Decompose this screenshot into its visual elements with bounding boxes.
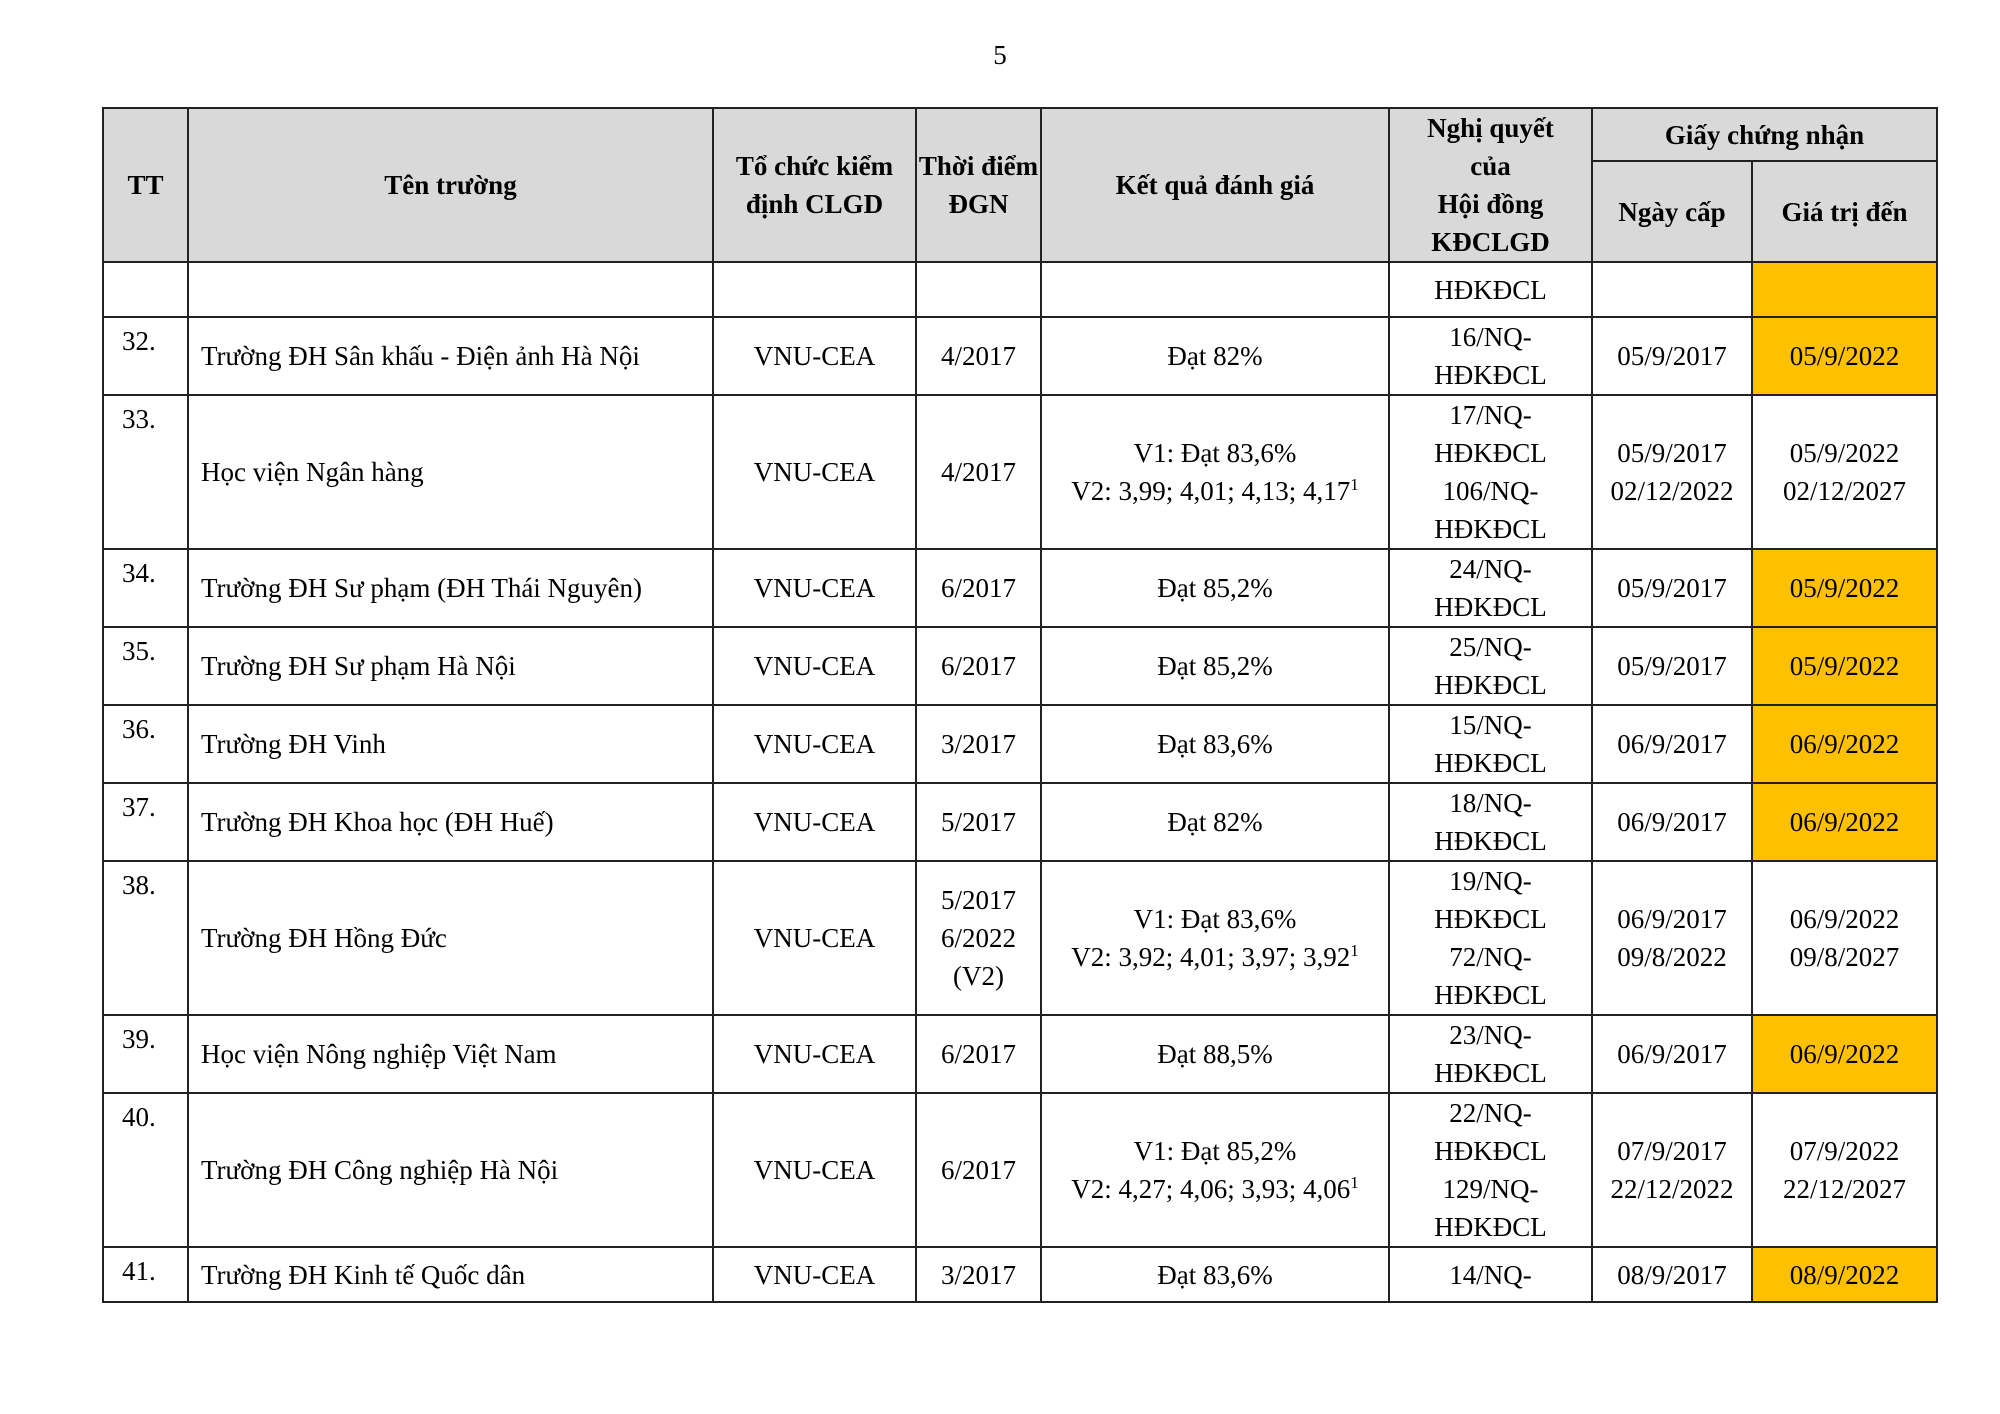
evaluation-result: Đạt 83,6% — [1041, 1247, 1389, 1302]
valid-until: 05/9/2022 02/12/2027 — [1752, 395, 1937, 549]
issue-date: 06/9/2017 09/8/2022 — [1592, 861, 1752, 1015]
evaluation-time: 6/2017 — [916, 1093, 1041, 1247]
evaluation-time: 4/2017 — [916, 395, 1041, 549]
evaluation-result: V1: Đạt 83,6% V2: 3,99; 4,01; 4,13; 4,17$^1$ — [1041, 395, 1389, 549]
issue-date: 05/9/2017 — [1592, 627, 1752, 705]
evaluation-result: Đạt 85,2% — [1041, 549, 1389, 627]
council-resolution: 16/NQ- HĐKĐCL — [1389, 317, 1592, 395]
valid-until: 06/9/2022 — [1752, 1015, 1937, 1093]
issue-date: 05/9/2017 02/12/2022 — [1592, 395, 1752, 549]
council-resolution: 22/NQ- HĐKĐCL 129/NQ- HĐKĐCL — [1389, 1093, 1592, 1247]
table-row — [103, 1015, 1937, 1093]
school-name: Học viện Ngân hàng — [188, 395, 713, 549]
row-number: 37. — [103, 783, 188, 861]
school-name: Trường ĐH Kinh tế Quốc dân — [188, 1247, 713, 1302]
council-resolution: 19/NQ- HĐKĐCL 72/NQ- HĐKĐCL — [1389, 861, 1592, 1015]
school-name: Trường ĐH Hồng Đức — [188, 861, 713, 1015]
page-number: 5 — [993, 40, 1007, 70]
header-certificate: Giấy chứng nhận — [1592, 108, 1937, 161]
evaluation-time: 6/2017 — [916, 549, 1041, 627]
table-row — [103, 861, 1937, 1015]
accreditation-org: VNU-CEA — [713, 1015, 916, 1093]
issue-date: 05/9/2017 — [1592, 549, 1752, 627]
council-resolution: 24/NQ- HĐKĐCL — [1389, 549, 1592, 627]
row-number: 41. — [103, 1247, 188, 1302]
accreditation-org: VNU-CEA — [713, 395, 916, 549]
council-resolution: 25/NQ- HĐKĐCL — [1389, 627, 1592, 705]
footnote-ref: 1 — [1350, 475, 1359, 494]
footnote-ref: 1 — [1350, 1173, 1359, 1192]
accreditation-org: VNU-CEA — [713, 549, 916, 627]
table-row — [103, 705, 1937, 783]
table-row — [103, 549, 1937, 627]
valid-until: 06/9/2022 09/8/2027 — [1752, 861, 1937, 1015]
evaluation-result: Đạt 83,6% — [1041, 705, 1389, 783]
accreditation-org: VNU-CEA — [713, 317, 916, 395]
evaluation-result: Đạt 82% — [1041, 317, 1389, 395]
evaluation-result: Đạt 85,2% — [1041, 627, 1389, 705]
council-resolution: 14/NQ- — [1389, 1247, 1592, 1302]
footnote-ref: 1 — [1350, 941, 1359, 960]
school-name: Học viện Nông nghiệp Việt Nam — [188, 1015, 713, 1093]
header-issue-date: Ngày cấp — [1592, 161, 1752, 262]
valid-until: 05/9/2022 — [1752, 549, 1937, 627]
valid-until: 05/9/2022 — [1752, 627, 1937, 705]
row-number: 34. — [103, 549, 188, 627]
table-row — [103, 1093, 1937, 1247]
evaluation-time: 6/2017 — [916, 1015, 1041, 1093]
evaluation-result: Đạt 88,5% — [1041, 1015, 1389, 1093]
school-name: Trường ĐH Vinh — [188, 705, 713, 783]
accreditation-org: VNU-CEA — [713, 627, 916, 705]
council-resolution: 18/NQ- HĐKĐCL — [1389, 783, 1592, 861]
valid-until: 05/9/2022 — [1752, 317, 1937, 395]
table-row — [103, 627, 1937, 705]
table-row — [103, 1247, 1937, 1302]
school-name: Trường ĐH Công nghiệp Hà Nội — [188, 1093, 713, 1247]
school-name: Trường ĐH Sân khấu - Điện ảnh Hà Nội — [188, 317, 713, 395]
accreditation-org: VNU-CEA — [713, 1247, 916, 1302]
valid-until: 06/9/2022 — [1752, 783, 1937, 861]
evaluation-time: 4/2017 — [916, 317, 1041, 395]
council-resolution: 15/NQ- HĐKĐCL — [1389, 705, 1592, 783]
row-number: 40. — [103, 1093, 188, 1247]
accreditation-org: VNU-CEA — [713, 1093, 916, 1247]
header-evaluation-time: Thời điểm ĐGN — [916, 108, 1041, 262]
accreditation-org: VNU-CEA — [713, 705, 916, 783]
issue-date: 07/9/2017 22/12/2022 — [1592, 1093, 1752, 1247]
evaluation-time: 5/2017 — [916, 783, 1041, 861]
school-name: Trường ĐH Khoa học (ĐH Huế) — [188, 783, 713, 861]
row-number: 35. — [103, 627, 188, 705]
table-row — [103, 783, 1937, 861]
header-evaluation-result: Kết quả đánh giá — [1041, 108, 1389, 262]
evaluation-time: 3/2017 — [916, 1247, 1041, 1302]
school-name: Trường ĐH Sư phạm Hà Nội — [188, 627, 713, 705]
council-resolution: 23/NQ- HĐKĐCL — [1389, 1015, 1592, 1093]
issue-date: 06/9/2017 — [1592, 705, 1752, 783]
issue-date: 08/9/2017 — [1592, 1247, 1752, 1302]
continuation-valid-until — [1752, 262, 1937, 317]
table-row — [103, 317, 1937, 395]
row-number: 36. — [103, 705, 188, 783]
evaluation-time: 3/2017 — [916, 705, 1041, 783]
row-number: 33. — [103, 395, 188, 549]
row-number: 39. — [103, 1015, 188, 1093]
continuation-resolution: HĐKĐCL — [1389, 262, 1592, 317]
table-row — [103, 395, 1937, 549]
valid-until: 06/9/2022 — [1752, 705, 1937, 783]
accreditation-org: VNU-CEA — [713, 861, 916, 1015]
valid-until: 07/9/2022 22/12/2027 — [1752, 1093, 1937, 1247]
issue-date: 06/9/2017 — [1592, 1015, 1752, 1093]
header-school-name: Tên trường — [188, 108, 713, 262]
row-number: 38. — [103, 861, 188, 1015]
header-valid-until: Giá trị đến — [1752, 161, 1937, 262]
issue-date: 05/9/2017 — [1592, 317, 1752, 395]
evaluation-result: Đạt 82% — [1041, 783, 1389, 861]
header-accreditation-org: Tổ chức kiểm định CLGD — [713, 108, 916, 262]
evaluation-result: V1: Đạt 83,6% V2: 3,92; 4,01; 3,97; 3,92$^1$ — [1041, 861, 1389, 1015]
row-number: 32. — [103, 317, 188, 395]
evaluation-time: 5/2017 6/2022 (V2) — [916, 861, 1041, 1015]
header-council-resolution: Nghị quyết của Hội đồng KĐCLGD — [1389, 108, 1592, 262]
header-tt: TT — [103, 108, 188, 262]
council-resolution: 17/NQ- HĐKĐCL 106/NQ- HĐKĐCL — [1389, 395, 1592, 549]
school-name: Trường ĐH Sư phạm (ĐH Thái Nguyên) — [188, 549, 713, 627]
valid-until: 08/9/2022 — [1752, 1247, 1937, 1302]
issue-date: 06/9/2017 — [1592, 783, 1752, 861]
accreditation-table — [102, 107, 1938, 1303]
continuation-row — [103, 262, 1937, 317]
accreditation-org: VNU-CEA — [713, 783, 916, 861]
evaluation-result: V1: Đạt 85,2% V2: 4,27; 4,06; 3,93; 4,06$^1$ — [1041, 1093, 1389, 1247]
evaluation-time: 6/2017 — [916, 627, 1041, 705]
